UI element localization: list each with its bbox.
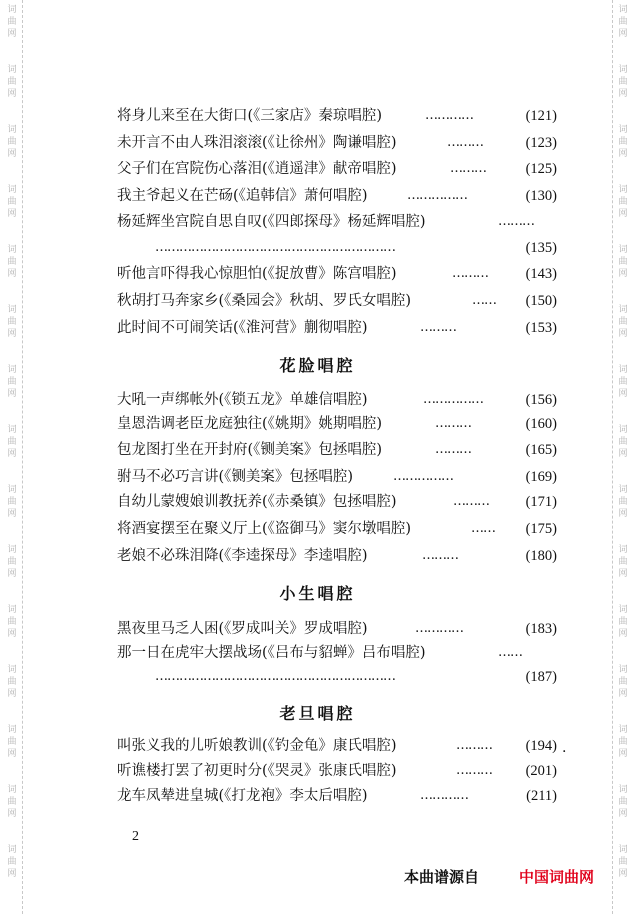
entry-title: 杨延辉坐宫院自思自叹(《四郎探母》杨延辉唱腔) <box>117 214 426 230</box>
entry-title: 黑夜里马乏人困(《罗成叫关》罗成唱腔) <box>117 621 368 637</box>
entry-title: 驸马不必巧言讲(《铡美案》包拯唱腔) <box>117 469 354 485</box>
edge-watermark: 词 曲 网 <box>618 245 628 279</box>
entry-title: 老娘不必珠泪降(《李逵探母》李逵唱腔) <box>117 548 368 564</box>
leader-dots: …………… <box>393 469 453 484</box>
toc-entry-continuation <box>117 235 557 261</box>
toc-entry-continuation <box>117 664 557 690</box>
entry-title: 将身儿来至在大街口(《三家店》秦琼唱腔) <box>117 108 383 124</box>
edge-watermark: 词 曲 网 <box>618 5 628 39</box>
edge-watermark: 词 曲 网 <box>7 785 17 819</box>
page-ref: (183) <box>525 621 557 637</box>
leader-dots: ……… <box>456 763 492 778</box>
edge-watermark: 词 曲 网 <box>618 725 628 759</box>
leader-dots: ……… <box>453 494 489 509</box>
page-ref: (123) <box>525 135 557 151</box>
page-ref: (211) <box>526 788 557 804</box>
page-ref: (165) <box>525 442 557 458</box>
leader-dots: ……… <box>422 548 458 563</box>
page-ref: (125) <box>525 161 557 177</box>
edge-watermark: 词 曲 网 <box>7 425 17 459</box>
section-heading-laodan: 老旦唱腔 <box>279 704 356 723</box>
entry-title: 龙车凤辇进皇城(《打龙袍》李太后唱腔) <box>117 788 368 804</box>
entry-title: 秋胡打马奔家乡(《桑园会》秋胡、罗氏女唱腔) <box>117 293 412 309</box>
entry-title: 那一日在虎牢大摆战场(《吕布与貂蝉》吕布唱腔) <box>117 645 426 661</box>
leader-dots: ………… <box>425 108 473 123</box>
edge-watermark: 词 曲 网 <box>7 185 17 219</box>
page-ref: (135) <box>525 240 557 256</box>
entry-title: 听他言吓得我心惊胆怕(《捉放曹》陈宫唱腔) <box>117 266 397 282</box>
entry-title: 未开言不由人珠泪滚滚(《让徐州》陶谦唱腔) <box>117 135 397 151</box>
source-site-link[interactable]: 中国词曲网 <box>519 868 595 886</box>
entry-title: 大吼一声绑帐外(《锁五龙》单雄信唱腔) <box>117 392 368 408</box>
page-ref: (150) <box>525 293 557 309</box>
leader-dots: …… <box>498 645 522 660</box>
entry-title: 叫张义我的儿听娘教训(《钓金龟》康氏唱腔) <box>117 738 397 754</box>
edge-watermark: 词 曲 网 <box>618 305 628 339</box>
toc-entry <box>117 411 557 437</box>
source-label: 本曲谱源自 <box>404 868 480 886</box>
page-ref: (156) <box>525 392 557 408</box>
toc-entry <box>117 183 557 209</box>
entry-title: 自幼儿蒙嫂娘训教抚养(《赤桑镇》包拯唱腔) <box>117 494 397 510</box>
leader-dots: …………… <box>423 392 483 407</box>
edge-watermark: 词 曲 网 <box>7 725 17 759</box>
leader-dots: ……… <box>452 266 488 281</box>
leader-dots: ………… <box>420 788 468 803</box>
entry-title: 我主爷起义在芒砀(《追韩信》萧何唱腔) <box>117 188 368 204</box>
toc-entry <box>117 209 557 235</box>
edge-watermark: 词 曲 网 <box>618 185 628 219</box>
left-margin-rule <box>22 0 23 914</box>
leader-dots: …… <box>471 521 495 536</box>
edge-watermark: 词 曲 网 <box>7 845 17 879</box>
page-ref: (169) <box>525 469 557 485</box>
page-ref: (153) <box>525 320 557 336</box>
edge-watermark: 词 曲 网 <box>618 665 628 699</box>
edge-watermark: 词 曲 网 <box>7 485 17 519</box>
leader-dots: ………… <box>415 621 463 636</box>
toc-entry <box>117 288 557 314</box>
toc-entry <box>117 387 557 413</box>
leader-dots: …… <box>472 293 496 308</box>
toc-entry <box>117 130 557 156</box>
edge-watermark: 词 曲 网 <box>618 545 628 579</box>
toc-entry <box>117 640 557 666</box>
toc-entry <box>117 464 557 490</box>
edge-watermark: 词 曲 网 <box>7 545 17 579</box>
edge-watermark: 词 曲 网 <box>618 485 628 519</box>
page-ref: (171) <box>525 494 557 510</box>
toc-entry <box>117 733 557 759</box>
right-margin-rule <box>612 0 613 914</box>
edge-watermark: 词 曲 网 <box>7 65 17 99</box>
toc-entry <box>117 156 557 182</box>
toc-entry <box>117 489 557 515</box>
edge-watermark: 词 曲 网 <box>618 125 628 159</box>
toc-entry <box>117 783 557 809</box>
page-ref: (180) <box>525 548 557 564</box>
stray-mark: . <box>562 740 567 756</box>
toc-entry <box>117 261 557 287</box>
edge-watermark: 词 曲 网 <box>618 425 628 459</box>
toc-entry <box>117 315 557 341</box>
edge-watermark: 词 曲 网 <box>618 365 628 399</box>
section-heading-hualian: 花脸唱腔 <box>279 356 356 375</box>
leader-dots: ……… <box>498 214 534 229</box>
entry-title: 皇恩浩调老臣龙庭独往(《姚期》姚期唱腔) <box>117 416 383 432</box>
toc-entry <box>117 616 557 642</box>
entry-title: 听谯楼打罢了初更时分(《哭灵》张康氏唱腔) <box>117 763 397 779</box>
entry-title: 包龙图打坐在开封府(《铡美案》包拯唱腔) <box>117 442 383 458</box>
leader-dots: …………………………………………………… <box>155 240 395 255</box>
leader-dots: …………… <box>407 188 467 203</box>
page-ref: (143) <box>525 266 557 282</box>
leader-dots: …………………………………………………… <box>155 669 395 684</box>
leader-dots: ……… <box>435 442 471 457</box>
leader-dots: ……… <box>450 161 486 176</box>
leader-dots: ……… <box>435 416 471 431</box>
page-ref: (201) <box>525 763 557 779</box>
edge-watermark: 词 曲 网 <box>618 785 628 819</box>
page-ref: (175) <box>525 521 557 537</box>
edge-watermark: 词 曲 网 <box>618 65 628 99</box>
toc-entry <box>117 758 557 784</box>
entry-title: 父子们在宫院伤心落泪(《逍遥津》献帝唱腔) <box>117 161 397 177</box>
toc-entry <box>117 103 557 129</box>
toc-entry <box>117 516 557 542</box>
edge-watermark: 词 曲 网 <box>7 665 17 699</box>
leader-dots: ……… <box>420 320 456 335</box>
edge-watermark: 词 曲 网 <box>7 125 17 159</box>
leader-dots: ……… <box>447 135 483 150</box>
entry-title: 将酒宴摆至在聚义厅上(《盗御马》窦尔墩唱腔) <box>117 521 412 537</box>
edge-watermark: 词 曲 网 <box>7 605 17 639</box>
edge-watermark: 词 曲 网 <box>7 245 17 279</box>
edge-watermark: 词 曲 网 <box>7 5 17 39</box>
entry-title: 此时间不可闹笑话(《淮河营》蒯彻唱腔) <box>117 320 368 336</box>
leader-dots: ……… <box>456 738 492 753</box>
page-ref: (194) <box>525 738 557 754</box>
section-heading-xiaosheng: 小生唱腔 <box>279 584 356 603</box>
toc-entry <box>117 543 557 569</box>
toc-entry <box>117 437 557 463</box>
page-ref: (121) <box>525 108 557 124</box>
edge-watermark: 词 曲 网 <box>7 365 17 399</box>
page-ref: (187) <box>525 669 557 685</box>
edge-watermark: 词 曲 网 <box>618 605 628 639</box>
page-ref: (160) <box>525 416 557 432</box>
page-ref: (130) <box>525 188 557 204</box>
edge-watermark: 词 曲 网 <box>7 305 17 339</box>
page-number: 2 <box>132 829 139 844</box>
edge-watermark: 词 曲 网 <box>618 845 628 879</box>
